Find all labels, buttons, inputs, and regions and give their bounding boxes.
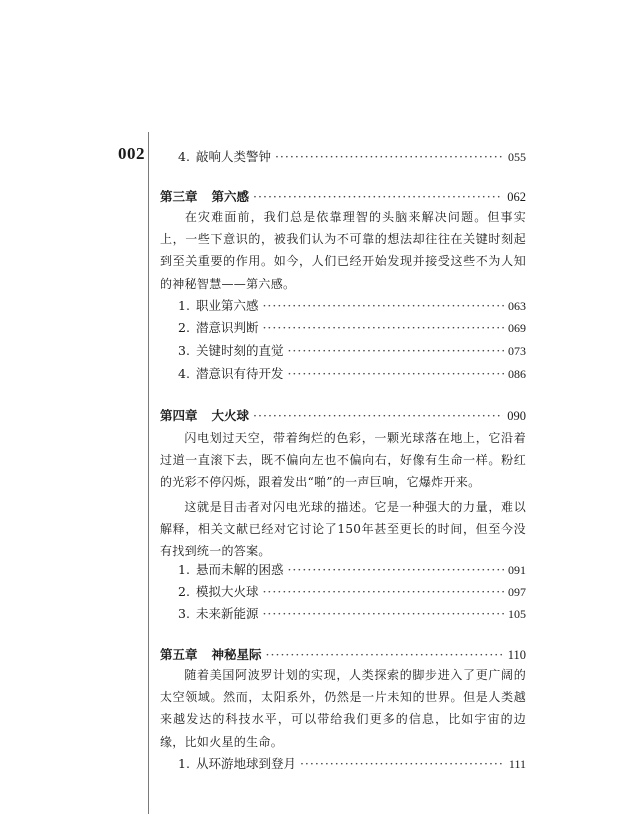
leader-dots	[262, 584, 504, 599]
margin-rule	[148, 132, 149, 814]
toc-entry-page: 069	[508, 321, 526, 335]
toc-entry[interactable]	[178, 364, 526, 382]
toc-entry-number: 2.	[178, 584, 190, 599]
leader-dots	[287, 366, 504, 381]
chapter-label: 第三章	[160, 189, 198, 204]
toc-entry-title: 模拟大火球	[195, 584, 259, 599]
toc-entry-page: 086	[508, 367, 526, 381]
toc-entry-page: 055	[508, 150, 526, 164]
chapter-label: 第四章	[160, 408, 198, 423]
toc-entry-title: 未来新能源	[195, 606, 259, 621]
toc-entry-page: 111	[508, 757, 526, 771]
toc-entry-page: 063	[508, 299, 526, 313]
chapter-page: 090	[507, 409, 526, 423]
toc-entry-number: 3.	[178, 606, 190, 621]
toc-entry-title: 关键时刻的直觉	[195, 343, 284, 358]
leader-dots	[275, 149, 504, 164]
chapter-summary: 这就是目击者对闪电光球的描述。它是一种强大的力量，难以解释，相关文献已经对它讨论了150年甚至更长的时间，但至今没有找到统一的答案。	[160, 500, 526, 559]
leader-dots	[253, 408, 503, 423]
leader-dots	[266, 647, 504, 662]
toc-entry-page: 073	[508, 344, 526, 358]
chapter-heading[interactable]	[160, 645, 526, 663]
toc-entry-number: 1.	[178, 562, 190, 577]
toc-entry[interactable]	[178, 754, 526, 772]
leader-dots	[287, 562, 504, 577]
toc-entry[interactable]	[178, 604, 526, 622]
toc-entry[interactable]	[178, 341, 526, 359]
page-number: 002	[118, 144, 145, 163]
toc-entry[interactable]	[178, 318, 526, 336]
toc-entry-title: 潜意识有待开发	[195, 366, 284, 381]
chapter-heading[interactable]	[160, 187, 526, 205]
toc-entry-title: 敲响人类警钟	[195, 149, 271, 164]
toc-entry[interactable]	[178, 147, 526, 165]
toc-entry-title: 职业第六感	[195, 298, 259, 313]
toc-entry-number: 2.	[178, 320, 190, 335]
chapter-title: 神秘星际	[211, 647, 262, 662]
chapter-page: 110	[507, 648, 526, 662]
toc-entry[interactable]	[178, 560, 526, 578]
toc-entry-number: 3.	[178, 343, 190, 358]
chapter-summary: 随着美国阿波罗计划的实现，人类探索的脚步进入了更广阔的太空领域。然而，太阳系外，仍然是一片未知的世界。但是人类越来越发达的科技水平，可以带给我们更多的信息，比如宇宙的边缘，比如火星的生命。	[160, 668, 526, 749]
toc-entry-title: 悬而未解的困惑	[195, 562, 284, 577]
leader-dots	[262, 320, 504, 335]
toc-entry[interactable]	[178, 296, 526, 314]
chapter-heading[interactable]	[160, 406, 526, 424]
toc-entry[interactable]	[178, 582, 526, 600]
toc-entry-number: 4.	[178, 366, 190, 381]
toc-entry-page: 097	[508, 585, 526, 599]
toc-entry-number: 1.	[178, 756, 190, 771]
leader-dots	[287, 343, 504, 358]
chapter-page: 062	[507, 190, 526, 204]
chapter-summary: 闪电划过天空，带着绚烂的色彩，一颗光球落在地上，它沿着过道一直滚下去，既不偏向左也不偏向右，好像有生命一样。粉红的光彩不停闪烁，跟着发出“啪”的一声巨响，它爆炸开来。	[160, 431, 526, 490]
chapter-title: 大火球	[211, 408, 250, 423]
leader-dots	[253, 189, 503, 204]
leader-dots	[262, 606, 504, 621]
chapter-summary: 在灾难面前，我们总是依靠理智的头脑来解决问题。但事实上，一些下意识的，被我们认为不可靠的想法却往往在关键时刻起到至关重要的作用。如今，人们已经开始发现并接受这些不为人知的神秘智慧——第六感。	[160, 210, 526, 291]
chapter-title: 第六感	[211, 189, 250, 204]
toc-entry-number: 1.	[178, 298, 190, 313]
chapter-label: 第五章	[160, 647, 198, 662]
toc-entry-page: 105	[508, 607, 526, 621]
toc-entry-page: 091	[508, 563, 526, 577]
toc-entry-title: 从环游地球到登月	[195, 756, 296, 771]
toc-entry-title: 潜意识判断	[195, 320, 259, 335]
toc-entry-number: 4.	[178, 149, 190, 164]
leader-dots	[300, 756, 505, 771]
leader-dots	[262, 298, 504, 313]
